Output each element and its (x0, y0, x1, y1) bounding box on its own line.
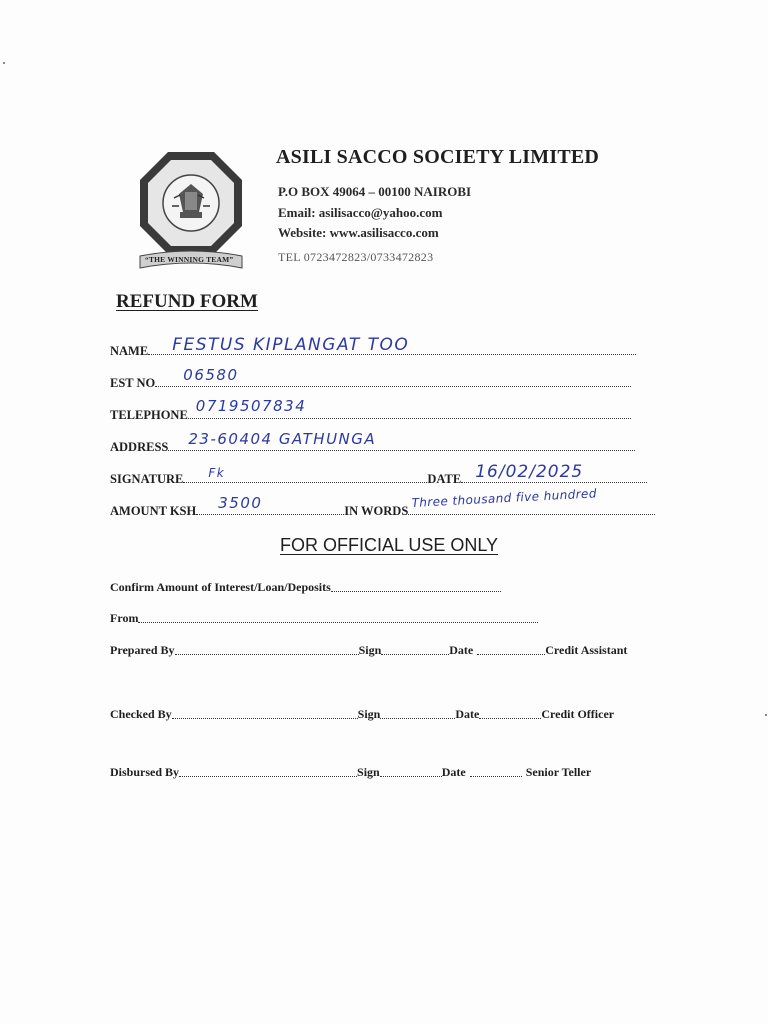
est-no-field[interactable] (155, 366, 631, 387)
address-field[interactable] (168, 430, 635, 451)
disbursed-date-field[interactable] (470, 776, 522, 777)
checked-field[interactable] (172, 718, 358, 719)
confirm-row (110, 577, 501, 595)
address-label: ADDRESS (110, 440, 169, 454)
telephone-numbers: TEL 0723472823/0733472823 (278, 250, 434, 264)
signature-field[interactable] (183, 466, 427, 483)
from-row (110, 608, 538, 626)
email-address: Email: asilisacco@yahoo.com (278, 205, 443, 220)
est-no-label: EST NO (110, 376, 156, 390)
prepared-date-label: Date (449, 643, 474, 657)
telephone-value: 0719507834 (195, 397, 307, 415)
checked-date-field[interactable] (479, 718, 541, 719)
checked-sign-label: Sign (357, 707, 381, 721)
disbursed-sign-field[interactable] (380, 776, 442, 777)
date-label: DATE (427, 472, 462, 486)
checked-label: Checked By (110, 707, 172, 721)
address-row (110, 430, 635, 455)
in-words-value: Three thousand five hundred (411, 486, 598, 510)
organization-name: ASILI SACCO SOCIETY LIMITED (276, 146, 600, 168)
credit-assistant-role: Credit Assistant (545, 643, 628, 657)
est-no-row (110, 366, 631, 391)
website: Website: www.asilisacco.com (278, 225, 439, 240)
telephone-field[interactable] (188, 397, 631, 419)
scan-speck (3, 62, 5, 64)
from-label: From (110, 611, 139, 625)
sacco-logo (136, 148, 246, 276)
in-words-label: IN WORDS (344, 504, 409, 518)
prepared-date-field[interactable] (477, 654, 545, 655)
senior-teller-role: Senior Teller (525, 765, 592, 779)
official-use-heading: FOR OFFICIAL USE ONLY (280, 535, 499, 555)
est-no-value: 06580 (183, 366, 239, 384)
in-words-field[interactable] (408, 486, 655, 515)
po-box: P.O BOX 49064 – 00100 NAIROBI (278, 184, 472, 199)
checked-row (110, 704, 614, 722)
name-row (110, 337, 636, 359)
prepared-row (110, 640, 627, 658)
telephone-row (110, 397, 631, 423)
logo-ribbon-text: “THE WINNING TEAM” (145, 255, 234, 264)
scan-speck (765, 714, 767, 716)
amount-value: 3500 (218, 494, 263, 512)
credit-officer-role: Credit Officer (541, 707, 615, 721)
name-label: NAME (110, 344, 149, 358)
signature-date-row (110, 462, 647, 487)
from-field[interactable] (138, 622, 538, 623)
disbursed-label: Disbursed By (110, 765, 180, 779)
name-field[interactable] (148, 335, 636, 355)
confirm-field[interactable] (331, 591, 501, 592)
disbursed-field[interactable] (179, 776, 357, 777)
amount-label: AMOUNT KSH (110, 504, 197, 518)
amount-field[interactable] (196, 494, 344, 515)
form-title: REFUND FORM (116, 291, 258, 312)
address-value: 23-60404 GATHUNGA (188, 430, 377, 448)
prepared-sign-field[interactable] (381, 654, 449, 655)
signature-label: SIGNATURE (110, 472, 184, 486)
name-value: FESTUS KIPLANGAT TOO (172, 335, 410, 355)
disbursed-row (110, 762, 591, 780)
prepared-field[interactable] (175, 654, 359, 655)
date-value: 16/02/2025 (475, 462, 584, 482)
date-field[interactable] (461, 462, 647, 483)
prepared-sign-label: Sign (358, 643, 382, 657)
signature-value: Fk (208, 466, 226, 480)
disbursed-date-label: Date (441, 765, 466, 779)
prepared-label: Prepared By (110, 643, 175, 657)
amount-row (110, 486, 655, 519)
disbursed-sign-label: Sign (357, 765, 380, 779)
confirm-label: Confirm Amount of Interest/Loan/Deposits (110, 580, 331, 594)
checked-date-label: Date (455, 707, 480, 721)
telephone-label: TELEPHONE (110, 408, 188, 422)
checked-sign-field[interactable] (380, 718, 455, 719)
